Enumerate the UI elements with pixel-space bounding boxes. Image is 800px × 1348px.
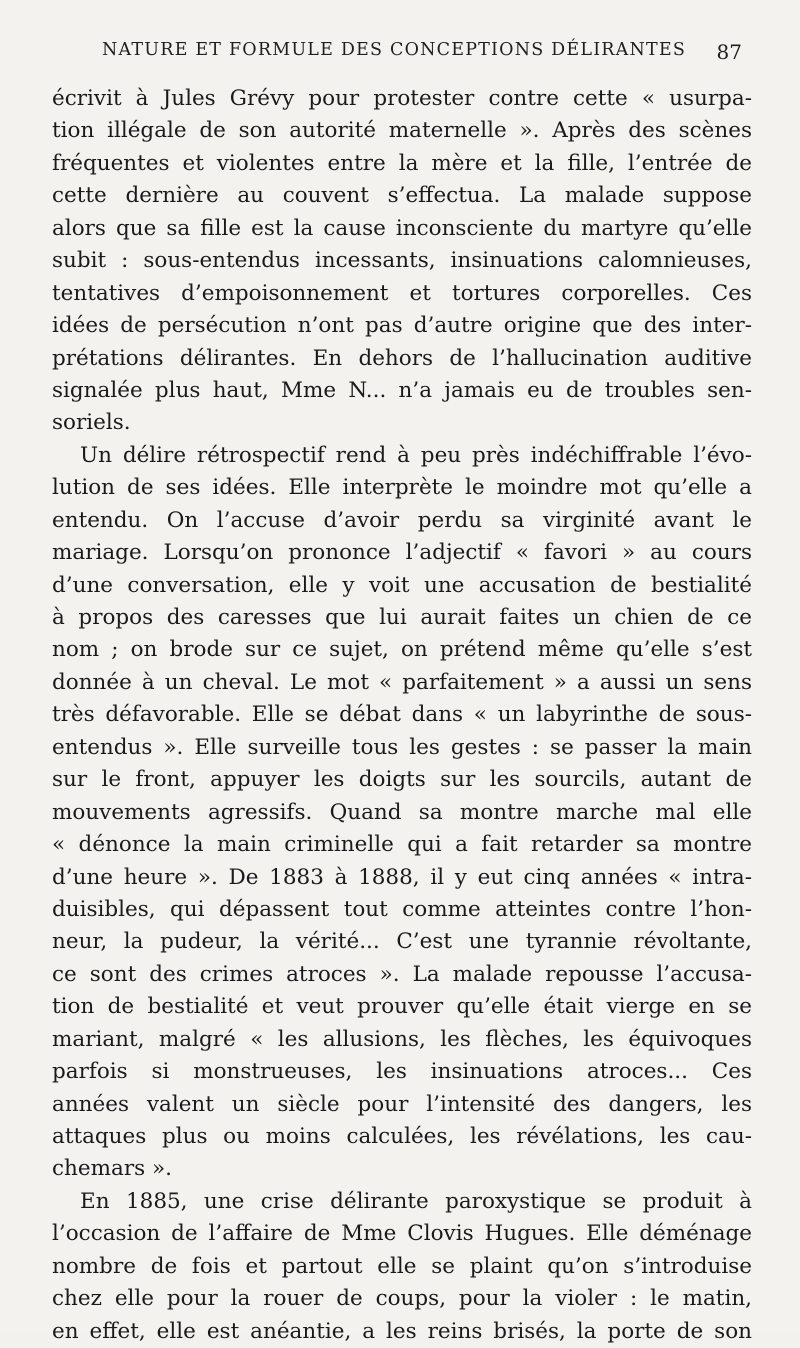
text-line: duisibles, qui dépassent tout comme atteintes contre l’hon-: [52, 896, 752, 922]
text-line: attaques plus ou moins calculées, les révélations, les cau-: [52, 1124, 752, 1149]
text-line: entendu. On l’accuse d’avoir perdu sa virginité avant le: [52, 507, 752, 533]
text-line: chemars ».: [52, 1156, 172, 1182]
text-line: soriels.: [52, 410, 131, 436]
text-line: à propos des caresses que lui aurait faites un chien de ce: [52, 605, 752, 630]
text-line: tion illégale de son autorité maternelle ». Après des scènes: [52, 118, 752, 144]
text-line: années valent un siècle pour l’intensité des dangers, les: [52, 1091, 752, 1117]
text-line: Un délire rétrospectif rend à peu près indéchiffrable l’évo-: [80, 442, 752, 468]
text-line: d’une conversation, elle y voit une accusation de bestialité: [52, 572, 752, 598]
text-line: nombre de fois et partout elle se plaint qu’on s’introduise: [52, 1253, 752, 1279]
page-number: 87: [716, 40, 742, 64]
running-title: NATURE ET FORMULE DES CONCEPTIONS DÉLIRANTES: [102, 40, 687, 60]
text-line: ce sont des crimes atroces ». La malade repousse l’accusa-: [52, 961, 752, 987]
text-line: chez elle pour la rouer de coups, pour la violer : le matin,: [52, 1286, 752, 1312]
text-line: sur le front, appuyer les doigts sur les sourcils, autant de: [52, 767, 752, 793]
running-header: [102, 40, 742, 70]
paragraph: [52, 440, 752, 1186]
text-line: fréquentes et violentes entre la mère et la fille, l’entrée de: [52, 150, 752, 176]
text-line: lution de ses idées. Elle interprète le moindre mot qu’elle a: [52, 475, 752, 501]
text-line: mariant, malgré « les allusions, les flèches, les équivoques: [52, 1026, 752, 1052]
text-line: idées de persécution n’ont pas d’autre origine que des inter-: [52, 313, 752, 339]
paragraph: [52, 1186, 752, 1348]
text-line: mouvements agressifs. Quand sa montre marche mal elle: [52, 799, 752, 825]
text-line: « dénonce la main criminelle qui a fait retarder sa montre: [52, 832, 752, 858]
text-line: en effet, elle est anéantie, a les reins brisés, la porte de son: [52, 1318, 752, 1344]
text-line: l’occasion de l’affaire de Mme Clovis Hugues. Elle déménage: [52, 1221, 752, 1247]
body-text: [52, 83, 752, 1348]
text-line: En 1885, une crise délirante paroxystique se produit à: [80, 1188, 752, 1214]
text-line: d’une heure ». De 1883 à 1888, il y eut cinq années « intra-: [52, 864, 752, 890]
text-line: mariage. Lorsqu’on prononce l’adjectif « favori » au cours: [52, 540, 752, 566]
text-line: très défavorable. Elle se débat dans « un labyrinthe de sous-: [52, 702, 752, 728]
text-line: tentatives d’empoisonnement et tortures corporelles. Ces: [52, 280, 752, 306]
text-line: alors que sa fille est la cause inconsciente du martyre qu’elle: [52, 215, 752, 241]
text-line: parfois si monstrueuses, les insinuations atroces... Ces: [52, 1059, 752, 1085]
text-line: subit : sous-entendus incessants, insinuations calomnieuses,: [52, 248, 752, 274]
text-line: neur, la pudeur, la vérité... C’est une tyrannie révoltante,: [52, 929, 752, 955]
text-line: tion de bestialité et veut prouver qu’elle était vierge en se: [52, 994, 752, 1020]
text-line: entendus ». Elle surveille tous les gestes : se passer la main: [52, 734, 752, 760]
text-line: donnée à un cheval. Le mot « parfaitement » a aussi un sens: [52, 669, 752, 695]
text-line: nom ; on brode sur ce sujet, on prétend même qu’elle s’est: [52, 637, 752, 663]
text-line: cette dernière au couvent s’effectua. La malade suppose: [52, 183, 752, 209]
paragraph: [52, 83, 752, 440]
text-line: écrivit à Jules Grévy pour protester contre cette « usurpa-: [52, 86, 752, 111]
text-line: signalée plus haut, Mme N... n’a jamais eu de troubles sen-: [52, 377, 752, 403]
text-line: prétations délirantes. En dehors de l’hallucination auditive: [52, 345, 752, 371]
